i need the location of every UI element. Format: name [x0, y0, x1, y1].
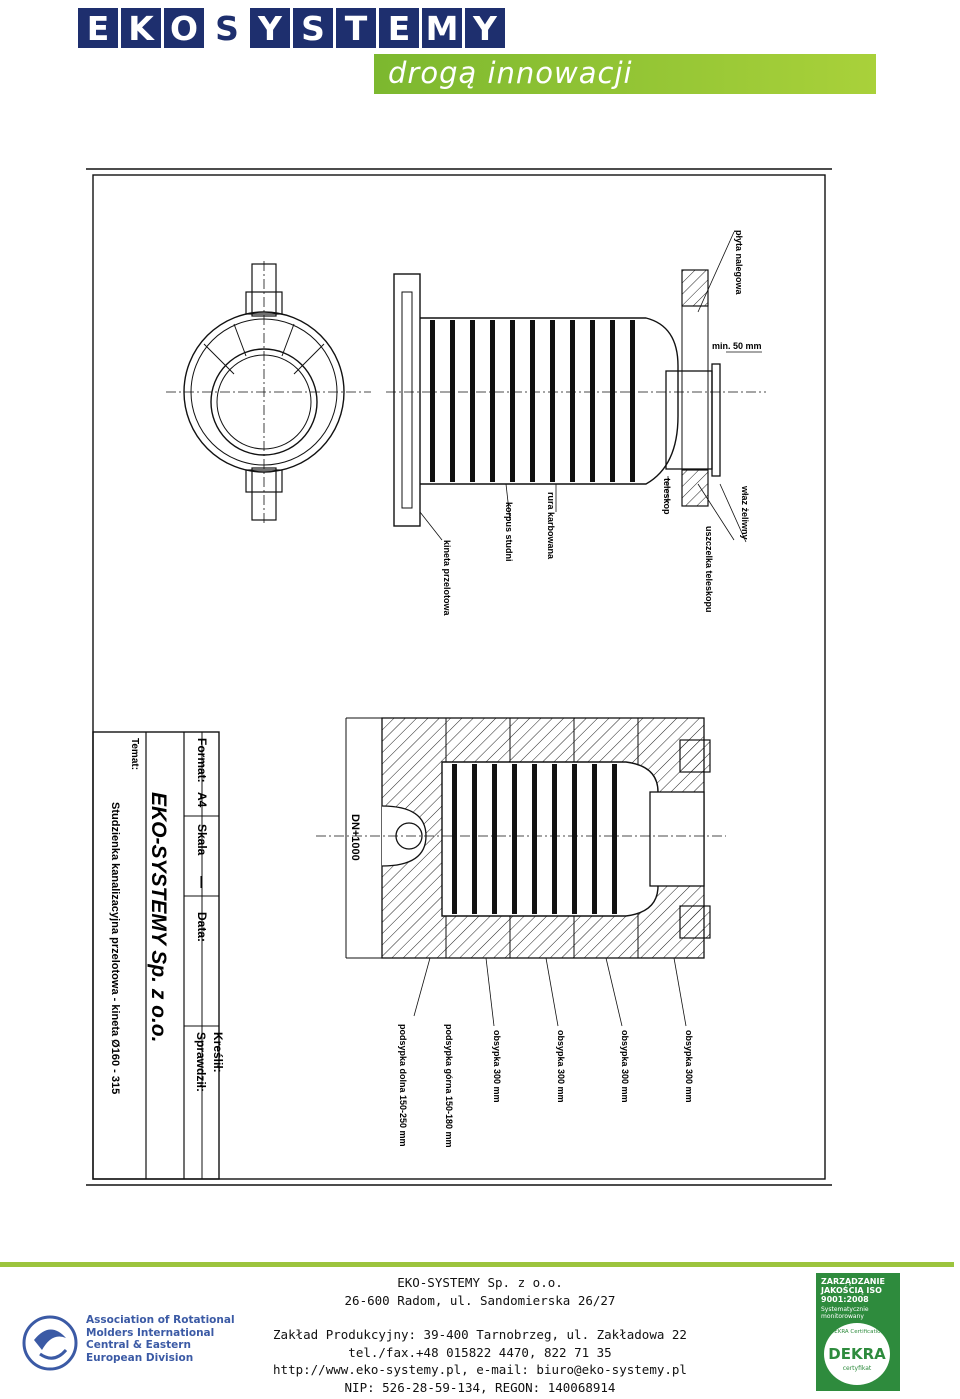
association-line: Molders International [86, 1326, 215, 1339]
logo-letter: S [293, 8, 333, 48]
dekra-small-text: certyfikat [842, 1365, 872, 1372]
title-temat-value: Studzienka kanalizacyjna przelotowa - kineta Ø160 - 315 [109, 802, 121, 1095]
label-min-50: min. 50 mm [712, 341, 762, 351]
hatch-block [682, 270, 708, 306]
company-logo [78, 4, 876, 91]
label-korpus: korpus studni [504, 502, 514, 562]
dekra-seal-icon [824, 1323, 890, 1385]
dekra-ring-text: DEKRA Certification [830, 1329, 884, 1335]
logo-letter: K [121, 8, 161, 48]
label-obsypka: obsypka 300 mm [556, 1030, 566, 1103]
contact-block [240, 1274, 720, 1396]
dekra-word: DEKRA [828, 1345, 886, 1363]
ground-section [316, 718, 726, 1026]
logo-letter: S [207, 8, 247, 48]
association-line: Association of Rotational [86, 1314, 235, 1326]
label-plyta-nalegowa: płyta nalegowa [734, 230, 744, 295]
label-obsypka: obsypka 300 mm [684, 1030, 694, 1103]
logo-letter: O [164, 8, 204, 48]
label-rura: rura karbowana [546, 492, 556, 560]
iso-certificate-badge [816, 1273, 900, 1391]
label-teleskop: teleskop [662, 478, 672, 515]
association-line: European Division [86, 1351, 194, 1364]
title-data-label: Data: [195, 912, 209, 943]
logo-letter: T [336, 8, 376, 48]
contact-address: 26-600 Radom, ul. Sandomierska 26/27 [344, 1292, 616, 1308]
technical-drawing [86, 166, 832, 1188]
contact-nip-regon: NIP: 526-28-59-134, REGON: 140068914 [344, 1379, 616, 1395]
association-text [86, 1314, 235, 1364]
contact-spacer [240, 1309, 720, 1326]
title-skala-value: — [195, 876, 209, 888]
label-uszczelka: uszczelka teleskopu [704, 526, 714, 613]
label-podsypka-gorna: podsypka górna 150-180 mm [444, 1024, 454, 1148]
title-kreslil-label: Kreślił: [211, 1032, 225, 1073]
hatch-block [682, 470, 708, 506]
cert-title: ZARZĄDZANIE JAKOŚCIĄ ISO 9001:2008 [821, 1277, 885, 1304]
footer-rule [0, 1262, 954, 1267]
logo-letters [78, 8, 505, 48]
title-temat-label: Temat: [129, 738, 140, 771]
title-format-value: A4 [195, 792, 209, 808]
side-elevation [386, 232, 766, 542]
contact-company: EKO-SYSTEMY Sp. z o.o. [397, 1275, 563, 1290]
cert-subtitle: Systematycznie monitorowany [821, 1306, 869, 1320]
logo-letter: Y [465, 8, 505, 48]
logo-letter: Y [250, 8, 290, 48]
title-format-label: Format: [195, 738, 209, 783]
corrugation-rings-bottom [452, 764, 617, 914]
title-skala-label: Skala [195, 824, 209, 856]
title-company: EKO-SYSTEMY Sp. z o.o. [147, 792, 170, 1043]
label-obsypka: obsypka 300 mm [620, 1030, 630, 1103]
label-wlaz: właz żeliwny [740, 486, 750, 540]
contact-web-email[interactable]: http://www.eko-systemy.pl, e-mail: biuro@eko-systemy.pl [273, 1362, 687, 1377]
logo-tagline: drogą innowacji [374, 54, 876, 94]
label-dn: DN+1000 [349, 814, 361, 861]
logo-letter: E [379, 8, 419, 48]
title-sprawdzil-label: Sprawdził: [194, 1032, 208, 1093]
corrugation-rings-top [430, 320, 635, 482]
logo-letter: E [78, 8, 118, 48]
label-kineta: kineta przelotowa [442, 540, 452, 616]
label-obsypka: obsypka 300 mm [492, 1030, 502, 1103]
contact-plant: Zakład Produkcyjny: 39-400 Tarnobrzeg, ul. Zakładowa 22 [273, 1327, 687, 1342]
contact-phone: tel./fax.+48 015822 4470, 822 71 35 [348, 1344, 612, 1360]
plan-view [166, 261, 371, 526]
label-podsypka-dolna: podsypka dolna 150-250 mm [398, 1024, 408, 1147]
logo-letter: M [422, 8, 462, 48]
drawing-frame [93, 175, 825, 1179]
association-line: Central & Eastern [86, 1339, 191, 1351]
